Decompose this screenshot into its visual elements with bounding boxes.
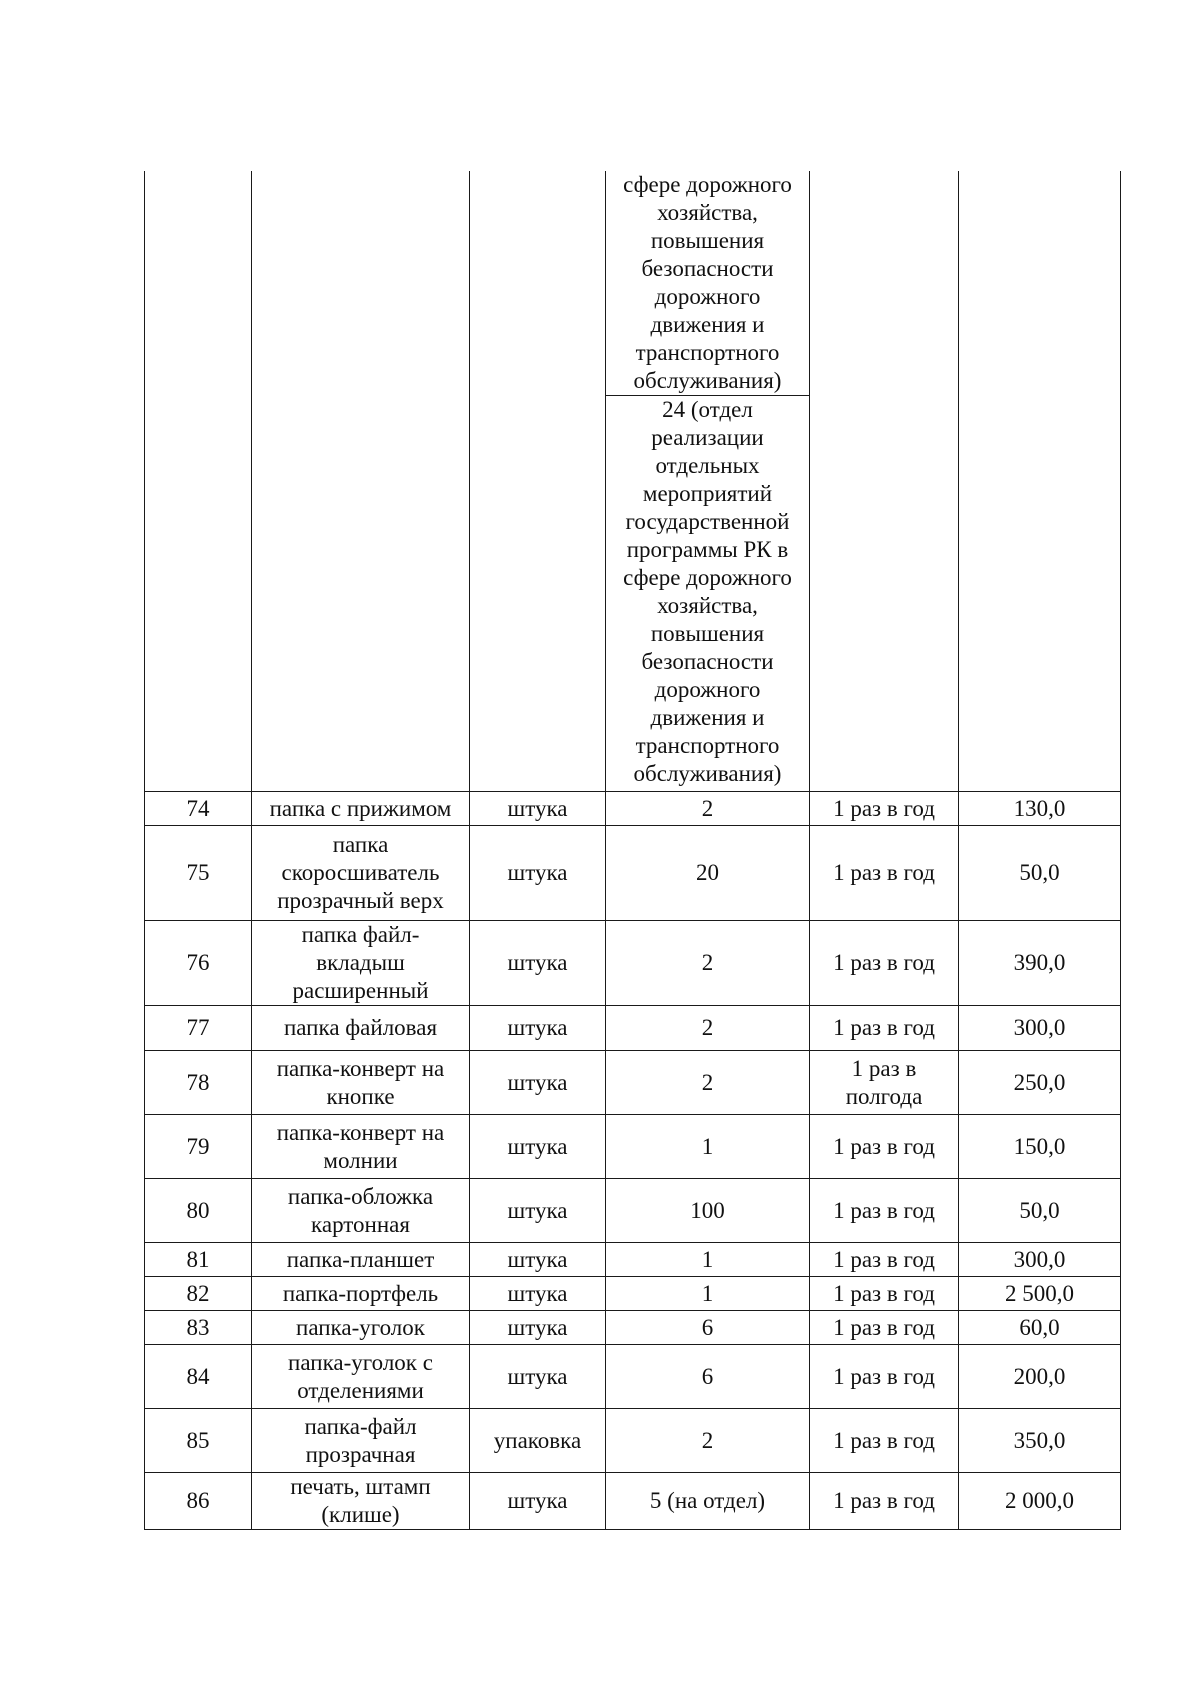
item-name [252, 1243, 470, 1277]
replacement-period [810, 826, 959, 921]
period-line: 1 раз в [851, 1055, 917, 1081]
item-name-line: прозрачный верх [277, 888, 444, 913]
price: 2 000,0 [959, 1473, 1121, 1530]
price: 250,0 [959, 1051, 1121, 1115]
price: 60,0 [959, 1311, 1121, 1345]
price: 2 500,0 [959, 1277, 1121, 1311]
qty-note-line: дорожного [654, 284, 761, 309]
qty-note-line: отдельных [655, 453, 760, 478]
unit-of-measure: штука [470, 921, 606, 1006]
item-name-line: скоросшиватель [281, 860, 440, 885]
quantity: 2 [606, 1006, 810, 1051]
qty-note-line: транспортного [635, 733, 780, 758]
item-name-line: папка-конверт на [276, 1119, 445, 1145]
replacement-period [810, 1473, 959, 1530]
period-line: 1 раз в год [833, 1133, 935, 1159]
qty-note-line: 24 (отдел [662, 397, 753, 422]
table-body [145, 171, 1121, 1530]
period-line: 1 раз в год [833, 795, 935, 821]
unit-of-measure: штука [470, 1115, 606, 1179]
row-number: 74 [145, 792, 252, 826]
item-name-line: печать, штамп [290, 1474, 431, 1499]
item-name-line: папка-файл [304, 1413, 417, 1439]
item-name [252, 826, 470, 921]
qty-note-line: повышения [650, 228, 765, 253]
price: 50,0 [959, 826, 1121, 921]
item-name-line: папка-портфель [282, 1280, 439, 1306]
table-row [145, 1277, 1121, 1311]
replacement-period [810, 1277, 959, 1311]
item-name [252, 1277, 470, 1311]
quantity: 1 [606, 1243, 810, 1277]
table-row [145, 1345, 1121, 1409]
quantity: 100 [606, 1179, 810, 1243]
unit-of-measure: штука [470, 1243, 606, 1277]
qty-note-line: реализации [651, 425, 764, 450]
continuation-cell-name [252, 396, 470, 792]
quantity: 2 [606, 1051, 810, 1115]
unit-of-measure: упаковка [470, 1409, 606, 1473]
qty-note-line: дорожного [654, 677, 761, 702]
continuation-cell-price [959, 171, 1121, 396]
replacement-period [810, 1345, 959, 1409]
supplies-norms-table [144, 171, 1121, 1530]
quantity: 1 [606, 1115, 810, 1179]
price: 200,0 [959, 1345, 1121, 1409]
qty-note-line: повышения [650, 621, 765, 646]
qty-note-line: безопасности [641, 256, 774, 281]
item-name-line: папка-уголок с [288, 1349, 433, 1375]
item-name-line: вкладыш [316, 950, 405, 975]
item-name [252, 792, 470, 826]
replacement-period [810, 1115, 959, 1179]
item-name-line: папка файл- [301, 922, 420, 947]
quantity: 1 [606, 1277, 810, 1311]
qty-note-line: безопасности [641, 649, 774, 674]
table-row [145, 792, 1121, 826]
qty-note-line: мероприятий [642, 481, 773, 506]
qty-note-line: хозяйства, [657, 200, 758, 225]
item-name-line: папка с прижимом [269, 795, 452, 821]
continuation-cell-unit [470, 396, 606, 792]
period-line: 1 раз в год [833, 860, 935, 885]
unit-of-measure: штука [470, 1277, 606, 1311]
price: 150,0 [959, 1115, 1121, 1179]
table-row [145, 1311, 1121, 1345]
qty-note-line: хозяйства, [657, 593, 758, 618]
period-line: 1 раз в год [833, 1363, 935, 1389]
row-number: 85 [145, 1409, 252, 1473]
quantity: 6 [606, 1311, 810, 1345]
replacement-period [810, 1051, 959, 1115]
item-name-line: прозрачная [305, 1441, 416, 1467]
continuation-row-a [145, 171, 1121, 396]
replacement-period [810, 1243, 959, 1277]
row-number: 82 [145, 1277, 252, 1311]
continuation-cell-name [252, 171, 470, 396]
item-name-line: папка-обложка [287, 1183, 434, 1209]
qty-note-line: государственной [625, 509, 790, 534]
price: 130,0 [959, 792, 1121, 826]
unit-of-measure: штука [470, 1051, 606, 1115]
item-name-line: отделениями [297, 1377, 424, 1403]
table-row [145, 921, 1121, 1006]
row-number: 78 [145, 1051, 252, 1115]
table-row [145, 1243, 1121, 1277]
table-row [145, 1006, 1121, 1051]
unit-of-measure: штука [470, 1179, 606, 1243]
period-line: 1 раз в год [833, 1488, 935, 1513]
qty-note-line: обслуживания) [633, 368, 782, 393]
unit-of-measure: штука [470, 1345, 606, 1409]
item-name [252, 1051, 470, 1115]
period-line: 1 раз в год [833, 1427, 935, 1453]
replacement-period [810, 1006, 959, 1051]
table-row [145, 1179, 1121, 1243]
item-name [252, 1311, 470, 1345]
row-number: 76 [145, 921, 252, 1006]
item-name [252, 1115, 470, 1179]
row-number: 77 [145, 1006, 252, 1051]
price: 350,0 [959, 1409, 1121, 1473]
item-name-line: (клише) [321, 1502, 400, 1527]
price: 300,0 [959, 1243, 1121, 1277]
period-line: 1 раз в год [833, 1314, 935, 1340]
unit-of-measure: штука [470, 1473, 606, 1530]
item-name [252, 1006, 470, 1051]
row-number: 83 [145, 1311, 252, 1345]
item-name-line: расширенный [292, 978, 429, 1003]
item-name-line: папка [332, 832, 389, 857]
qty-note-line: обслуживания) [633, 761, 782, 786]
row-number: 80 [145, 1179, 252, 1243]
continuation-cell-period [810, 171, 959, 396]
price: 300,0 [959, 1006, 1121, 1051]
item-name-line: папка-конверт на [276, 1055, 445, 1081]
period-line: 1 раз в год [833, 1246, 935, 1272]
continuation-cell-price [959, 396, 1121, 792]
period-line: полгода [845, 1083, 923, 1109]
price: 50,0 [959, 1179, 1121, 1243]
qty-note-line: программы РК в [626, 537, 789, 562]
quantity: 6 [606, 1345, 810, 1409]
qty-note-line: сфере дорожного [623, 565, 792, 590]
table-row [145, 826, 1121, 921]
unit-of-measure: штука [470, 826, 606, 921]
continuation-qty-text-b [606, 396, 810, 792]
quantity: 2 [606, 921, 810, 1006]
replacement-period [810, 1311, 959, 1345]
replacement-period [810, 1409, 959, 1473]
item-name-line: молнии [323, 1147, 398, 1173]
quantity: 5 (на отдел) [606, 1473, 810, 1530]
item-name [252, 921, 470, 1006]
row-number: 75 [145, 826, 252, 921]
qty-note-line: движения и [650, 705, 765, 730]
continuation-cell-period [810, 396, 959, 792]
row-number: 86 [145, 1473, 252, 1530]
price: 390,0 [959, 921, 1121, 1006]
item-name-line: папка-уголок [296, 1314, 425, 1340]
period-line: 1 раз в год [833, 1197, 935, 1223]
item-name [252, 1179, 470, 1243]
replacement-period [810, 792, 959, 826]
continuation-cell-number [145, 396, 252, 792]
qty-note-line: движения и [650, 312, 765, 337]
table-row [145, 1115, 1121, 1179]
item-name-line: кнопке [326, 1083, 395, 1109]
item-name [252, 1473, 470, 1530]
period-line: 1 раз в год [833, 950, 935, 975]
replacement-period [810, 1179, 959, 1243]
replacement-period [810, 921, 959, 1006]
unit-of-measure: штука [470, 1311, 606, 1345]
period-line: 1 раз в год [833, 1280, 935, 1306]
item-name-line: папка-планшет [286, 1246, 435, 1272]
table-row [145, 1473, 1121, 1530]
period-line: 1 раз в год [833, 1015, 935, 1040]
row-number: 81 [145, 1243, 252, 1277]
item-name-line: папка файловая [283, 1015, 438, 1040]
quantity: 2 [606, 792, 810, 826]
continuation-qty-text-a [606, 171, 810, 396]
item-name [252, 1409, 470, 1473]
quantity: 2 [606, 1409, 810, 1473]
row-number: 84 [145, 1345, 252, 1409]
continuation-row-b [145, 396, 1121, 792]
unit-of-measure: штука [470, 1006, 606, 1051]
unit-of-measure: штука [470, 792, 606, 826]
quantity: 20 [606, 826, 810, 921]
table-row [145, 1409, 1121, 1473]
item-name-line: картонная [311, 1211, 410, 1237]
qty-note-line: транспортного [635, 340, 780, 365]
continuation-cell-unit [470, 171, 606, 396]
continuation-cell-number [145, 171, 252, 396]
table-row [145, 1051, 1121, 1115]
qty-note-line: сфере дорожного [623, 172, 792, 197]
row-number: 79 [145, 1115, 252, 1179]
item-name [252, 1345, 470, 1409]
